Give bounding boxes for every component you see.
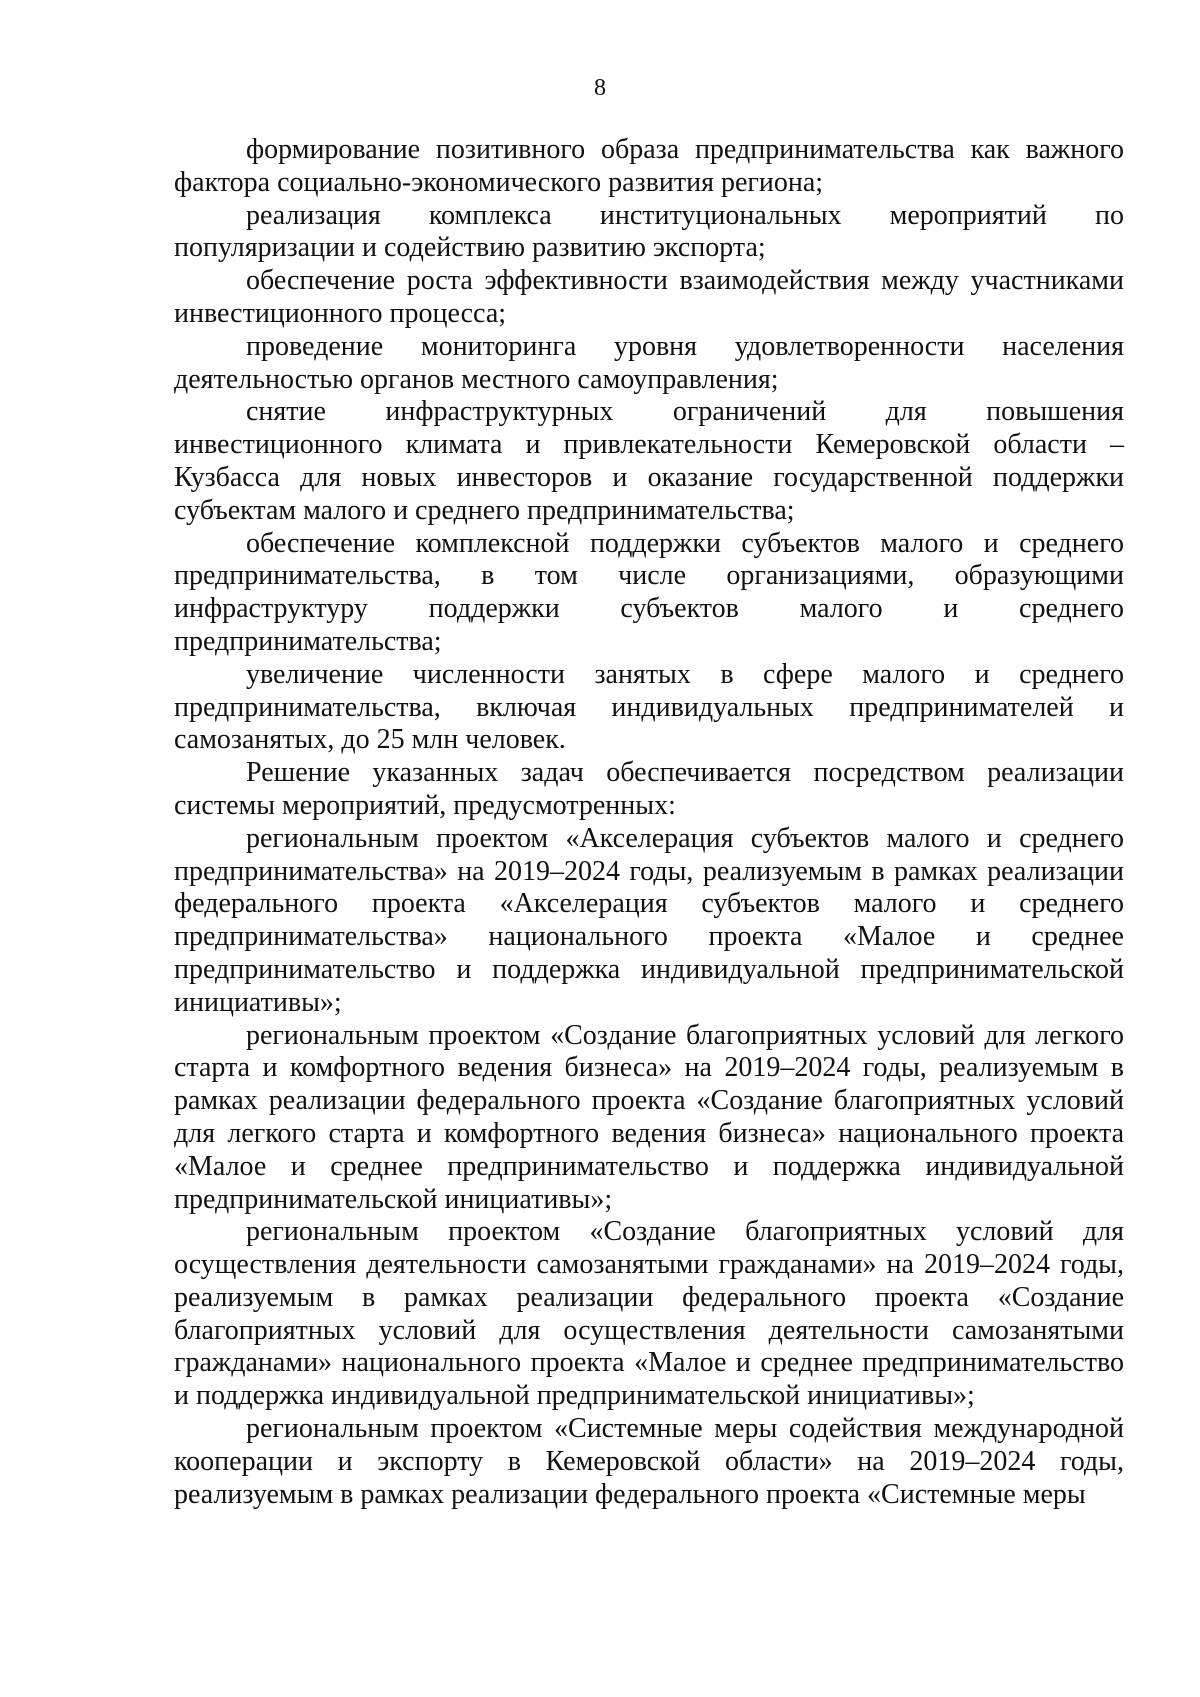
paragraph-positive-image: формирование позитивного образа предпринимательства как важного фактора социально-экономического развития региона; [174,134,1124,198]
page-number: 8 [594,75,606,101]
paragraph-infrastructure-limits: снятие инфраструктурных ограничений для повышения инвестиционного климата и привлекательности Кемеровской области – Кузбасса для новых инвесторов и оказание государственной поддержки субъектам малого и среднего предпринимательства; [174,396,1124,526]
paragraph-easy-start-project: региональным проектом «Создание благоприятных условий для легкого старта и комфортного ведения бизнеса» на 2019–2024 годы, реализуемым в рамках реализации федерального проекта «Создание благоприятных условий для легкого старта и комфортного ведения бизнеса» национального проекта «Малое и среднее предпринимательство и поддержка индивидуальной предпринимательской инициативы»; [174,1019,1124,1215]
paragraph-export-cooperation-project: региональным проектом «Системные меры содействия международной кооперации и экспорту в Кемеровской области» на 2019–2024 годы, реализуемым в рамках реализации федерального проекта «Системные меры [174,1413,1124,1510]
paragraph-monitoring: проведение мониторинга уровня удовлетворенности населения деятельностью органов местного самоуправления; [174,330,1124,395]
paragraph-investment-efficiency: обеспечение роста эффективности взаимодействия между участниками инвестиционного процесса; [174,265,1124,329]
paragraph-export-measures: реализация комплекса институциональных мероприятий по популяризации и содействию развитию экспорта; [174,199,1124,264]
paragraph-self-employed-project: региональным проектом «Создание благоприятных условий для осуществления деятельности самозанятыми гражданами» на 2019–2024 годы, реализуемым в рамках реализации федерального проекта «Создание благоприятных условий для осуществления деятельности самозанятыми гражданами» национального проекта «Малое и среднее предпринимательство и поддержка индивидуальной предпринимательской инициативы»; [174,1216,1124,1412]
paragraph-acceleration-project: региональным проектом «Акселерация субъектов малого и среднего предпринимательства» на 2019–2024 годы, реализуемым в рамках реализации федерального проекта «Акселерация субъектов малого и среднего предпринимательства» национального проекта «Малое и среднее предпринимательство и поддержка индивидуальной предпринимательской инициативы»; [174,822,1124,1018]
paragraph-comprehensive-support: обеспечение комплексной поддержки субъектов малого и среднего предпринимательства, в том числе организациями, образующими инфраструктуру поддержки субъектов малого и среднего предпринимательства; [174,527,1124,657]
paragraph-employment-growth: увеличение численности занятых в сфере малого и среднего предпринимательства, включая индивидуальных предпринимателей и самозанятых, до 25 млн человек. [174,658,1124,756]
paragraph-solution-system: Решение указанных задач обеспечивается посредством реализации системы мероприятий, предусмотренных: [174,757,1124,821]
document-body [174,134,1124,1511]
